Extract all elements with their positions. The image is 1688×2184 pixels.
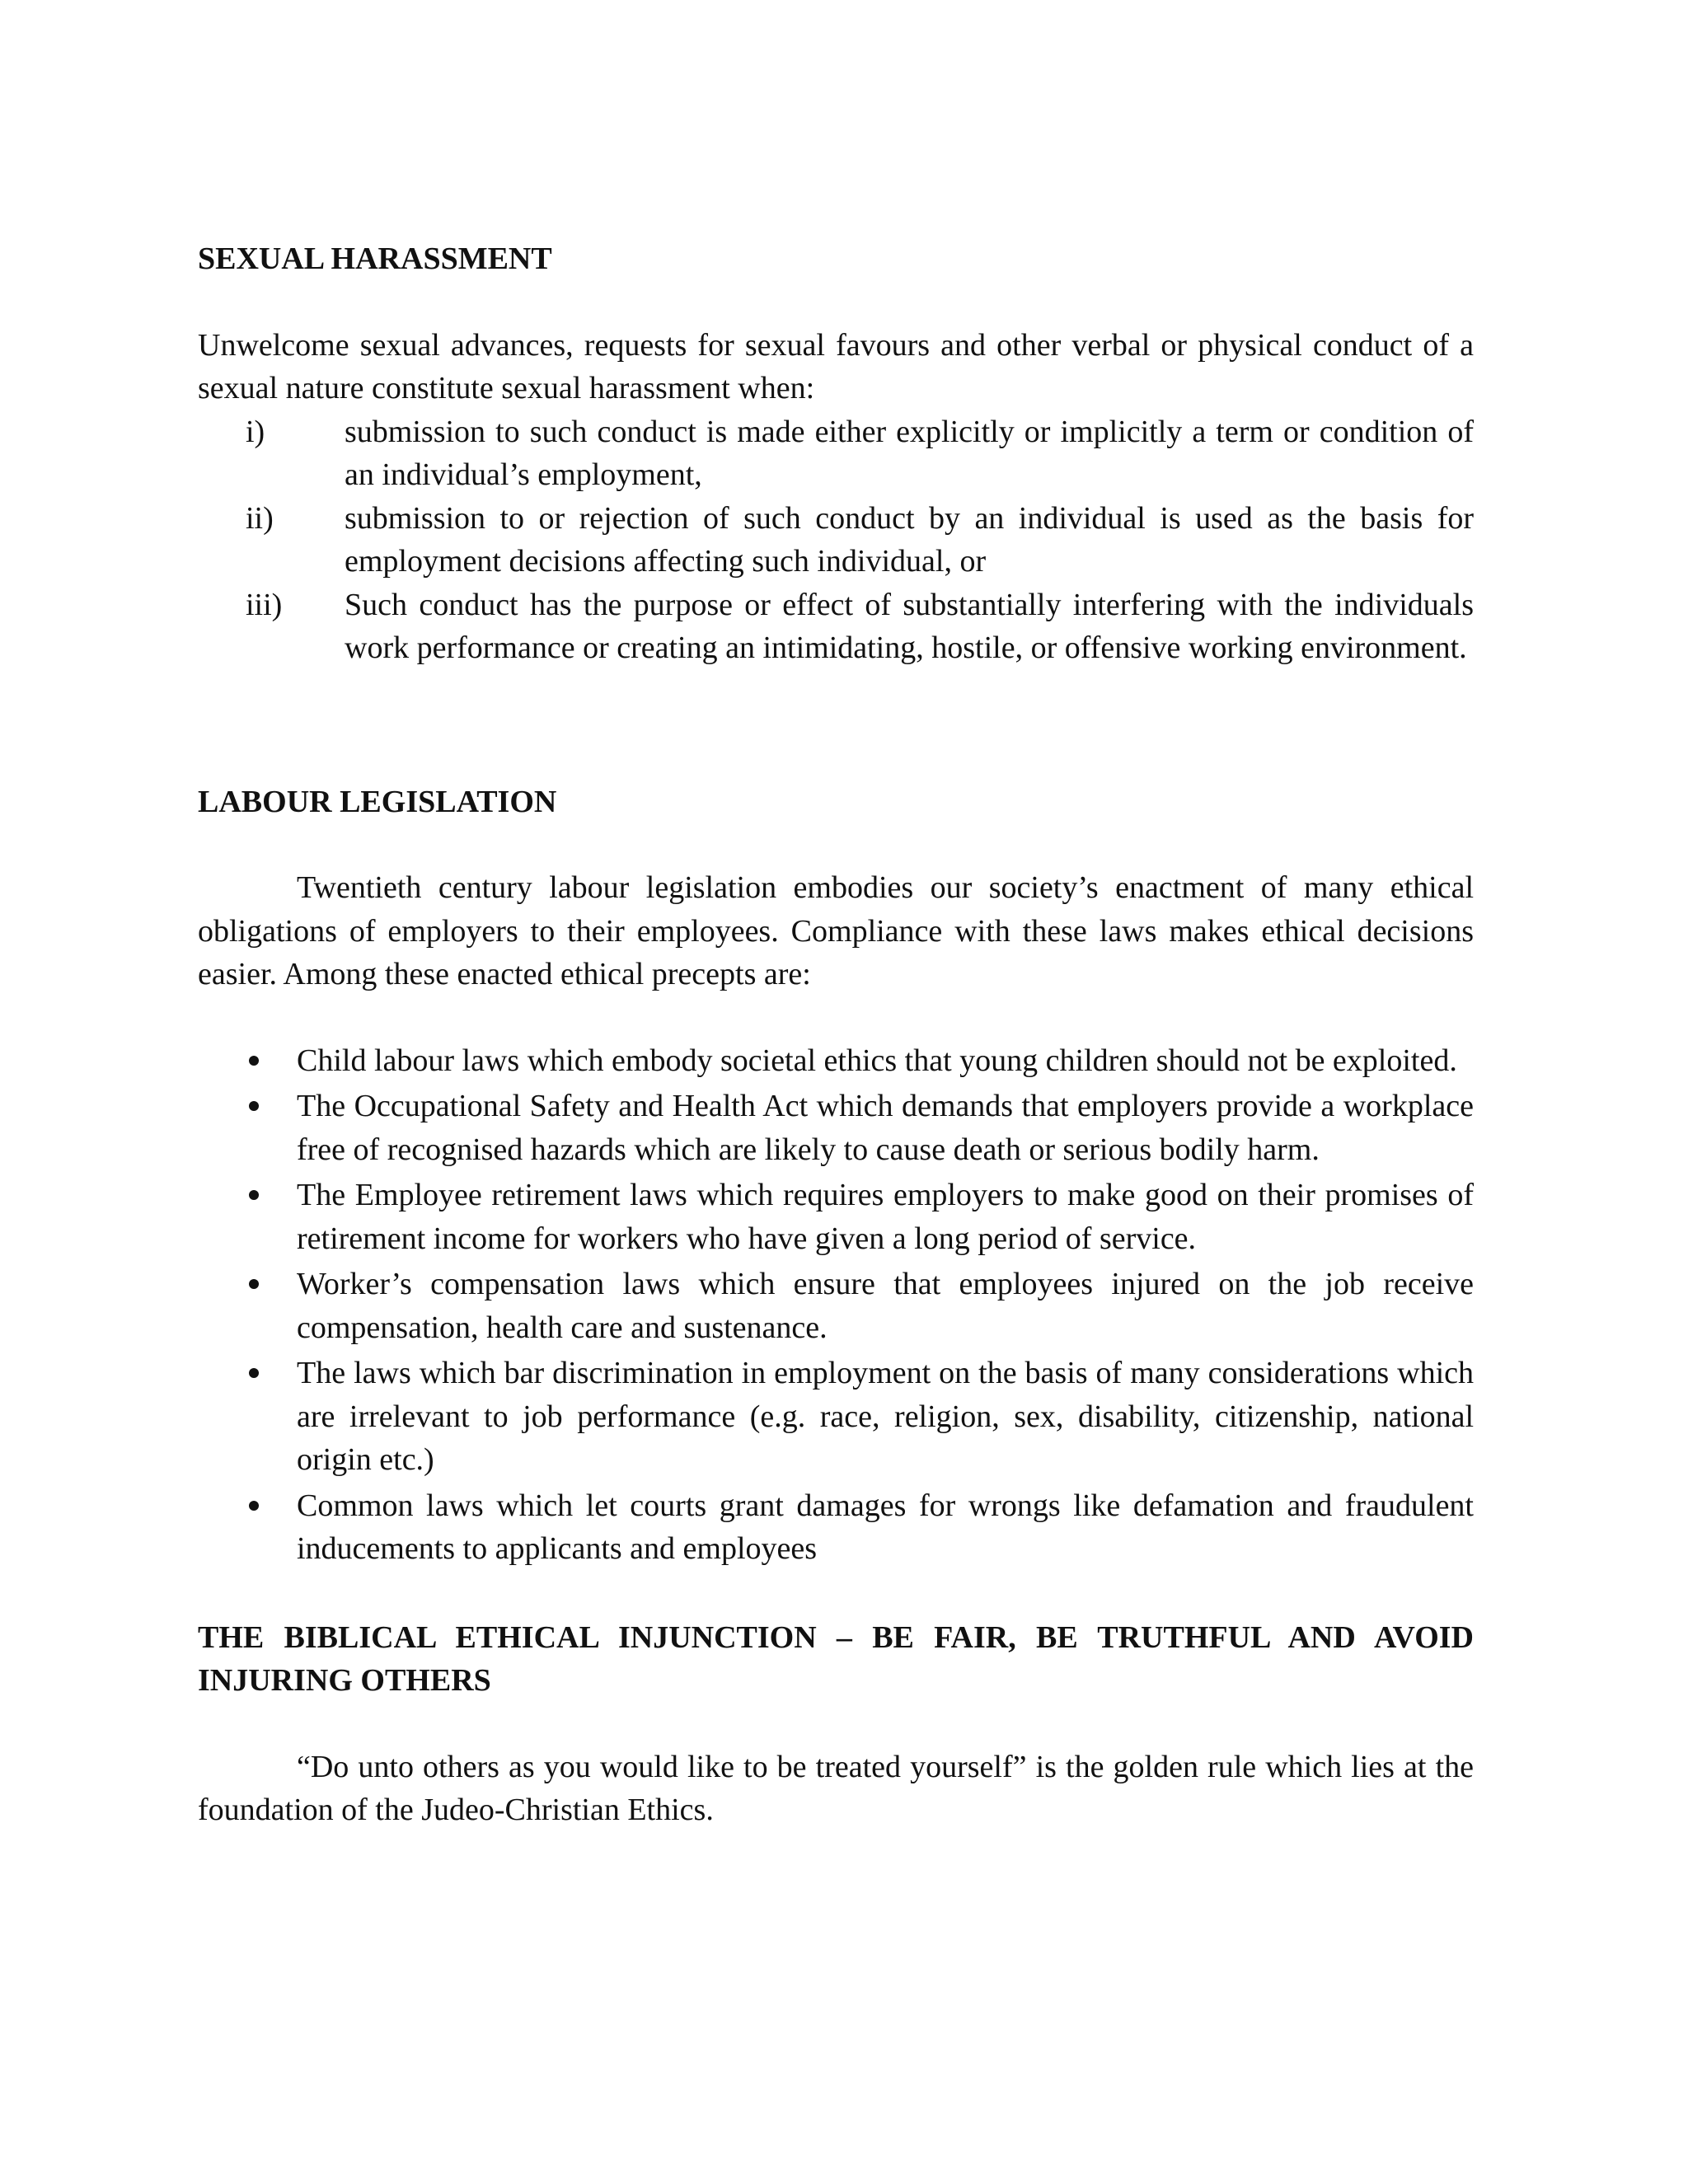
list-item-number: iii)	[246, 587, 283, 622]
document-page	[198, 237, 1474, 1832]
list-item	[198, 1039, 1474, 1083]
list-item-text: Such conduct has the purpose or effect of substantially interfering with the individuals work performance or creating an intimidating, hostile, or offensive working environment.	[345, 587, 1474, 665]
bullet-icon	[249, 1368, 259, 1378]
section-heading-biblical-injunction: THE BIBLICAL ETHICAL INJUNCTION – BE FAIR, BE TRUTHFUL AND AVOID INJURING OTHERS	[198, 1619, 1474, 1698]
list-item-number: i)	[246, 414, 265, 449]
list-item	[198, 1484, 1474, 1571]
list-item	[198, 1263, 1474, 1349]
list-item-number: ii)	[246, 500, 274, 536]
section-heading-labour-legislation: LABOUR LEGISLATION	[198, 784, 557, 819]
list-item	[198, 1352, 1474, 1482]
bullet-icon	[249, 1279, 259, 1289]
bullet-icon	[249, 1190, 259, 1200]
section-heading-sexual-harassment: SEXUAL HARASSMENT	[198, 241, 552, 276]
bullet-icon	[249, 1101, 259, 1111]
list-item-text: Child labour laws which embody societal ethics that young children should not be exploited.	[297, 1043, 1457, 1078]
list-item	[198, 1174, 1474, 1260]
list-item	[198, 410, 1474, 497]
sexual-harassment-conditions-list	[198, 410, 1474, 670]
list-item	[198, 1085, 1474, 1171]
list-item-text: The laws which bar discrimination in employment on the basis of many considerations which are irrelevant to job performance (e.g. race, religion, sex, disability, citizenship, national origin etc.)	[297, 1356, 1474, 1477]
bullet-icon	[249, 1501, 259, 1511]
list-item-text: Common laws which let courts grant damages for wrongs like defamation and fraudulent inducements to applicants and employees	[297, 1488, 1474, 1566]
list-item-text: The Occupational Safety and Health Act which demands that employers provide a workplace free of recognised hazards which are likely to cause death or serious bodily harm.	[297, 1089, 1474, 1167]
list-item	[198, 583, 1474, 670]
list-item-text: The Employee retirement laws which requires employers to make good on their promises of retirement income for workers who have given a long period of service.	[297, 1178, 1474, 1256]
list-item-text: submission to such conduct is made either explicitly or implicitly a term or condition of an individual’s employment,	[345, 414, 1474, 492]
list-item-text: Worker’s compensation laws which ensure that employees injured on the job receive compensation, health care and sustenance.	[297, 1267, 1474, 1345]
list-item-text: submission to or rejection of such conduct by an individual is used as the basis for employment decisions affecting such individual, or	[345, 500, 1474, 579]
bullet-icon	[249, 1056, 259, 1066]
list-item	[198, 497, 1474, 583]
labour-laws-bullet-list	[198, 1039, 1474, 1571]
labour-legislation-intro: Twentieth century labour legislation embodies our society’s enactment of many ethical obligations of employers to their employees. Compliance with these laws makes ethical decisions easier. Among these enacted ethical precepts are:	[198, 870, 1474, 991]
sexual-harassment-intro: Unwelcome sexual advances, requests for sexual favours and other verbal or physical conduct of a sexual nature constitute sexual harassment when:	[198, 327, 1474, 405]
biblical-golden-rule-paragraph: “Do unto others as you would like to be treated yourself” is the golden rule which lies at the foundation of the Judeo-Christian Ethics.	[198, 1749, 1474, 1827]
